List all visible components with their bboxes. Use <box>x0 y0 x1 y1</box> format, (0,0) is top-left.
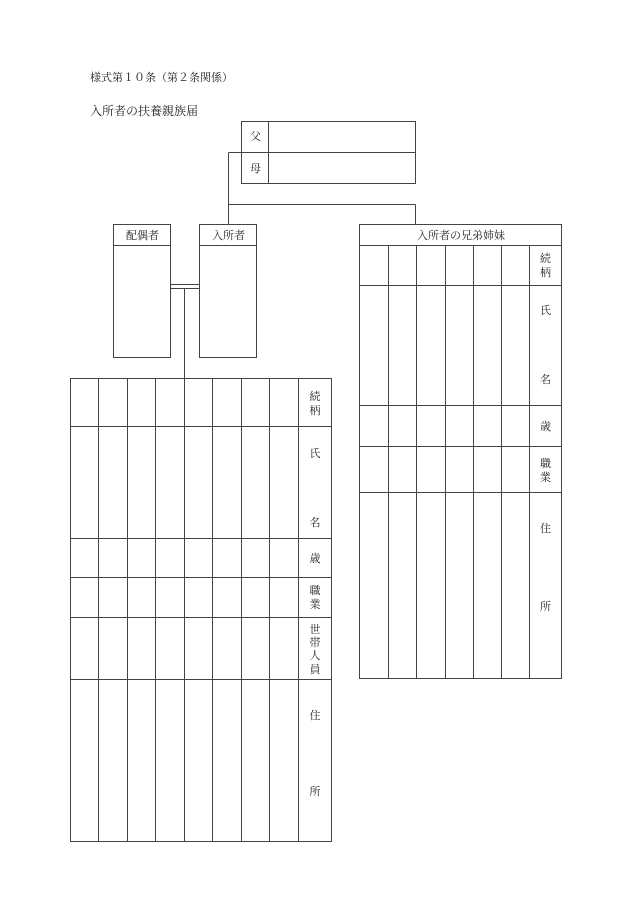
sibling-entry-cell[interactable] <box>417 246 445 285</box>
dependent-entry-cell[interactable] <box>213 427 241 538</box>
sibling-entry-cell[interactable] <box>474 447 501 492</box>
dependent-entry-cell[interactable] <box>213 578 241 617</box>
dependent-entry-cell[interactable] <box>213 539 241 577</box>
dependent-entry-cell[interactable] <box>156 379 184 426</box>
dependent-entry-cell[interactable] <box>185 618 212 679</box>
sibling-entry-cell[interactable] <box>502 246 529 285</box>
dependent-entry-cell[interactable] <box>156 618 184 679</box>
sibling-entry-cell[interactable] <box>417 493 445 678</box>
dependent-entry-cell[interactable] <box>213 618 241 679</box>
dependent-entry-cell[interactable] <box>128 578 155 617</box>
sibling-entry-cell[interactable] <box>417 406 445 446</box>
dependent-entry-cell[interactable] <box>213 680 241 841</box>
dependent-entry-cell[interactable] <box>128 618 155 679</box>
siblings-row-label-address: 住 所 <box>540 522 551 613</box>
sibling-entry-cell[interactable] <box>417 286 445 405</box>
sibling-entry-cell[interactable] <box>389 286 416 405</box>
dependent-entry-cell[interactable] <box>242 680 269 841</box>
sibling-entry-cell[interactable] <box>446 447 473 492</box>
mother-name-field[interactable] <box>269 153 415 183</box>
dependent-entry-cell[interactable] <box>242 618 269 679</box>
dependent-entry-cell[interactable] <box>242 578 269 617</box>
dependent-entry-cell[interactable] <box>270 618 298 679</box>
dependent-entry-cell[interactable] <box>99 379 127 426</box>
dependent-entry-cell[interactable] <box>270 539 298 577</box>
dependent-entry-cell[interactable] <box>270 578 298 617</box>
siblings-row-label-age: 歳 <box>540 420 551 433</box>
dependent-entry-cell[interactable] <box>185 539 212 577</box>
dependent-entry-cell[interactable] <box>270 427 298 538</box>
dependent-entry-cell[interactable] <box>128 539 155 577</box>
dependent-entry-cell[interactable] <box>99 618 127 679</box>
sibling-entry-cell[interactable] <box>502 493 529 678</box>
mother-label: 母 <box>250 162 261 175</box>
dependent-entry-cell[interactable] <box>71 539 98 577</box>
sibling-entry-cell[interactable] <box>502 406 529 446</box>
resident-label: 入所者 <box>212 229 245 242</box>
dependents-row-label-address: 住 所 <box>309 709 321 798</box>
sibling-entry-cell[interactable] <box>446 246 473 285</box>
dependent-entry-cell[interactable] <box>99 427 127 538</box>
form-title: 入所者の扶養親族届 <box>90 104 199 118</box>
sibling-entry-cell[interactable] <box>389 246 416 285</box>
siblings-row-label-relationship: 続 柄 <box>540 252 551 279</box>
sibling-entry-cell[interactable] <box>502 447 529 492</box>
dependent-entry-cell[interactable] <box>156 680 184 841</box>
father-label: 父 <box>250 130 261 143</box>
dependent-entry-cell[interactable] <box>242 379 269 426</box>
sibling-entry-cell[interactable] <box>446 286 473 405</box>
dependent-entry-cell[interactable] <box>242 539 269 577</box>
sibling-entry-cell[interactable] <box>474 406 501 446</box>
dependent-entry-cell[interactable] <box>71 427 98 538</box>
dependent-entry-cell[interactable] <box>99 680 127 841</box>
sibling-entry-cell[interactable] <box>446 493 473 678</box>
dependent-entry-cell[interactable] <box>71 578 98 617</box>
sibling-entry-cell[interactable] <box>360 406 388 446</box>
dependent-entry-cell[interactable] <box>99 578 127 617</box>
sibling-entry-cell[interactable] <box>389 493 416 678</box>
dependent-entry-cell[interactable] <box>128 427 155 538</box>
sibling-entry-cell[interactable] <box>474 493 501 678</box>
dependent-entry-cell[interactable] <box>71 680 98 841</box>
sibling-entry-cell[interactable] <box>502 286 529 405</box>
siblings-row-label-name: 氏 名 <box>540 304 551 386</box>
sibling-entry-cell[interactable] <box>474 286 501 405</box>
form-heading: 様式第１０条（第２条関係） <box>90 71 233 84</box>
dependent-entry-cell[interactable] <box>213 379 241 426</box>
dependent-entry-cell[interactable] <box>71 379 98 426</box>
dependent-entry-cell[interactable] <box>242 427 269 538</box>
dependents-row-label-occupation: 職 業 <box>309 584 321 611</box>
sibling-entry-cell[interactable] <box>389 406 416 446</box>
dependents-row-label-age: 歳 <box>309 552 321 565</box>
dependent-entry-cell[interactable] <box>156 427 184 538</box>
sibling-entry-cell[interactable] <box>446 406 473 446</box>
sibling-entry-cell[interactable] <box>474 246 501 285</box>
dependent-entry-cell[interactable] <box>185 578 212 617</box>
dependent-entry-cell[interactable] <box>270 680 298 841</box>
dependent-entry-cell[interactable] <box>99 539 127 577</box>
siblings-row-label-occupation: 職 業 <box>540 457 551 484</box>
dependents-row-label-name: 氏 名 <box>309 447 321 529</box>
sibling-entry-cell[interactable] <box>360 286 388 405</box>
spouse-label: 配偶者 <box>126 229 159 242</box>
dependent-entry-cell[interactable] <box>156 539 184 577</box>
dependent-entry-cell[interactable] <box>156 578 184 617</box>
spouse-name-field[interactable] <box>114 246 170 357</box>
sibling-entry-cell[interactable] <box>360 447 388 492</box>
resident-name-field[interactable] <box>200 246 256 357</box>
dependents-row-label-relationship: 続 柄 <box>309 390 321 417</box>
sibling-entry-cell[interactable] <box>360 493 388 678</box>
sibling-entry-cell[interactable] <box>360 246 388 285</box>
father-name-field[interactable] <box>269 122 415 152</box>
dependent-entry-cell[interactable] <box>128 680 155 841</box>
dependent-entry-cell[interactable] <box>185 427 212 538</box>
sibling-entry-cell[interactable] <box>417 447 445 492</box>
dependent-entry-cell[interactable] <box>71 618 98 679</box>
sibling-entry-cell[interactable] <box>389 447 416 492</box>
dependent-entry-cell[interactable] <box>270 379 298 426</box>
dependent-entry-cell[interactable] <box>185 680 212 841</box>
dependents-row-label-household-members: 世 帯 人 員 <box>309 623 321 676</box>
dependent-entry-cell[interactable] <box>185 379 212 426</box>
siblings-table-title: 入所者の兄弟姉妹 <box>417 229 505 242</box>
dependent-entry-cell[interactable] <box>128 379 155 426</box>
